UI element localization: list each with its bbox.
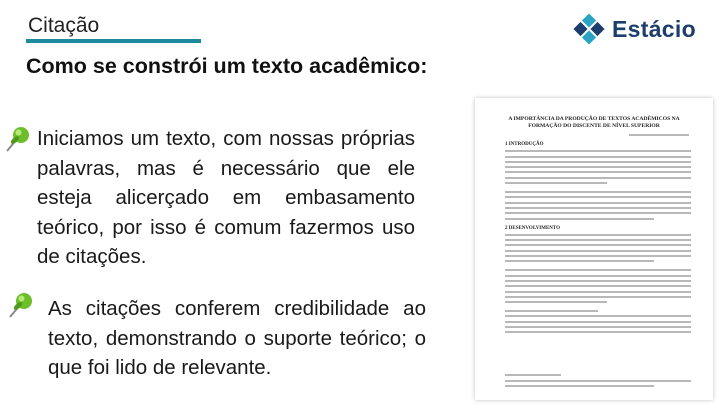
pushpin-icon	[6, 290, 34, 320]
document-author-line	[475, 134, 689, 136]
title-underline	[26, 39, 201, 43]
document-footnote	[505, 371, 691, 390]
document-text-block	[505, 234, 691, 333]
slide-section-title: Citação	[28, 14, 100, 37]
bullet-text: Iniciamos um texto, com nossas próprias palavras, mas é necessário que ele esteja alicerçado em embasamento teórico, por isso é comum fazermos uso de citações.	[37, 127, 415, 268]
bullet-text: As citações conferem credibilidade ao texto, demonstrando o suporte teórico; o que foi lido de relevante.	[48, 297, 426, 379]
logo-text: Estácio	[612, 15, 696, 42]
document-section-heading: 2 DESENVOLVIMENTO	[505, 225, 561, 231]
document-text-block	[505, 150, 691, 219]
bullet-item	[48, 294, 426, 383]
bullet-item	[37, 124, 415, 272]
pushpin-icon	[3, 124, 31, 154]
estacio-logo	[572, 12, 696, 46]
estacio-logo-icon	[572, 12, 606, 46]
document-preview-image	[475, 98, 713, 400]
document-title: A IMPORTÂNCIA DA PRODUÇÃO DE TEXTOS ACADÊMICOS NA FORMAÇÃO DO DISCENTE DE NÍVEL SUPERIOR	[508, 116, 680, 129]
page-heading: Como se constrói um texto acadêmico:	[26, 54, 428, 78]
document-section-heading: 1 INTRODUÇÃO	[505, 142, 544, 147]
